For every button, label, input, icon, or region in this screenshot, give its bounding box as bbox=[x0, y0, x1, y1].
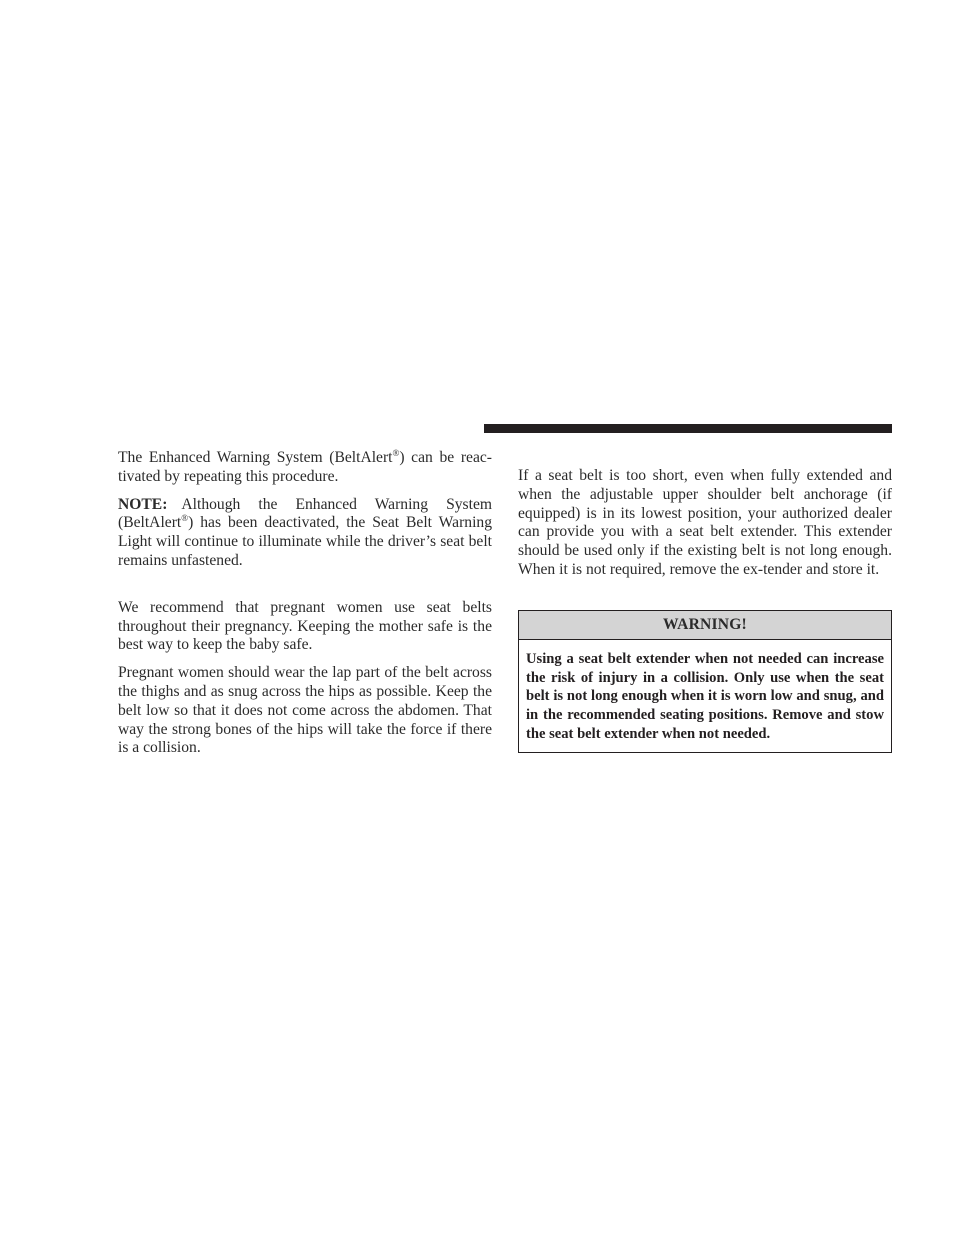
seat-belt-extender-paragraph: If a seat belt is too short, even when fully extended and when the adjustable upper shoulder belt anchorage (if equipped) is in its lowest position, your authorized dealer can provide you with a seat belt extender. This extender should be used only if the existing belt is not long enough. When it is not required, remove the ex-tender and store it. bbox=[518, 467, 892, 578]
warning-title: WARNING! bbox=[519, 611, 891, 640]
left-column bbox=[118, 449, 492, 758]
note-label: NOTE: bbox=[118, 495, 168, 513]
registered-mark: ® bbox=[181, 513, 189, 524]
beltalert-reactivate-paragraph: The Enhanced Warning System (BeltAlert®) can be reac-tivated by repeating this procedure. bbox=[118, 447, 492, 485]
warning-box bbox=[518, 610, 892, 753]
pregnant-women-paragraph: We recommend that pregnant women use seat belts throughout their pregnancy. Keeping the mother safe is the best way to keep the baby safe. bbox=[118, 598, 492, 654]
note-paragraph bbox=[118, 496, 492, 571]
note-text: Although the Enhanced Warning System (BeltAlert®) has been deactivated, the Seat Belt Warning Light will continue to illuminate while the driver’s seat belt remains unfastened. bbox=[118, 495, 492, 569]
warning-body bbox=[519, 640, 891, 752]
right-column bbox=[518, 467, 892, 580]
registered-mark: ® bbox=[392, 447, 400, 458]
lap-belt-paragraph: Pregnant women should wear the lap part of the belt across the thighs and as snug across the hips as possible. Keep the belt low so that it does not come across the abdomen. That way the strong bones of the hips will take the force if there is a collision. bbox=[118, 664, 492, 757]
warning-text: Using a seat belt extender when not needed can increase the risk of injury in a collision. Only use when the seat belt is not long enough when it is worn low and snug, and in the recommended seating positions. Remove and stow the seat belt extender when not needed. bbox=[526, 651, 884, 742]
header-rule bbox=[484, 424, 892, 433]
